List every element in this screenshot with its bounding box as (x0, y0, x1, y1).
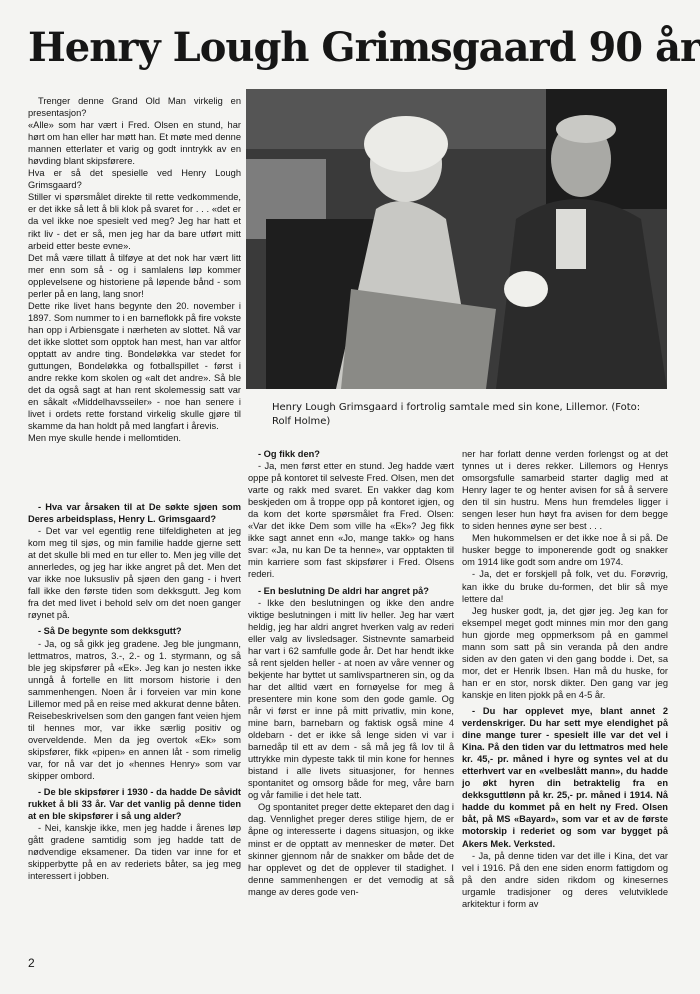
interview-answer: - Ja, og så gikk jeg gradene. Jeg ble jungmann, lettmatros, matros, 3.-, 2.- og 1. styrmann, og så ble jeg skipsfører på «Ek». Jeg kan jo nesten ikke unngå å fortelle en litt morsom historie i den sammenhengen. Noen år i forveien var min kone Lillemor med på en reise med akkurat denne båten. Reisebeskrivelsen som den gangen fant veien hjem til hennes mor, var ikke særlig positiv og overveldende. Men da jeg overtok «Ek» som skipsfører, fikk «pipen» en annen låt - som rimelig var, for nå var det jo «hennes Henry» som var skipper ombord. (28, 638, 241, 782)
interview-answer: - Det var vel egentlig rene tilfeldigheten at jeg kom meg til sjøs, og min familie hadde gjerne sett at det skulle bli med en tur eller to. Men jeg ville det annerledes, og jeg har ikke angret på det. Men det var ikke noe luksusliv på sjøen den gang - i hvert fall ikke den første tiden som dekksgutt. Jeg kom fra det med livet i behold selv om det noen ganger røynet på. (28, 526, 241, 621)
couple-photo-illustration (246, 89, 667, 389)
interview-answer: - Ja, på denne tiden var det ille i Kina, det var vel i 1916. På den ene siden enorm fattigdom og på den andre siden rikdom og kinesernes urgamle tradisjoner og deres velutviklede arkitektur i form av (462, 850, 668, 909)
paragraph: Jeg husker godt, ja, det gjør jeg. Jeg kan for eksempel meget godt minnes min mor den gang hun gjorde meg oppmerksom på en gammel mann som satt på sin veranda på den andre siden av den gaten vi den gang bodde i. Det, sa mor, det er Henrik Ibsen. Han må du huske, for han er en stor, norsk dikter. Den gang var jeg kanskje en liten pjokk på en 4-5 år. (462, 605, 668, 700)
interview-question: - Og fikk den? (258, 449, 320, 459)
paragraph: Men hukommelsen er det ikke noe å si på. De husker begge to imponerende godt og snakker om 1914 like godt som andre om 1974. (462, 533, 668, 568)
column-1-intro (28, 95, 241, 444)
paragraph: Stiller vi spørsmålet direkte til rette vedkommende, er det ikke så lett å bli klok på svaret for . . . «det er da vel ikke noe spesielt ved meg? Jeg har hatt et rikt liv - det er så, men jeg har da bare utført mitt arbeid etter beste evne». (28, 192, 241, 251)
column-3 (462, 448, 668, 910)
article-title: Henry Lough Grimsgaard 90 år (28, 24, 700, 71)
paragraph: Det må være tillatt å tilføye at det nok har vært litt mer enn som så - og i samlalens løp kommer opplevelsene og historiene på løpende bånd - som perler på en lang, lang snor! (28, 252, 241, 299)
interview-answer: - Ja, men først etter en stund. Jeg hadde vært oppe på kontoret til selveste Fred. Olsen, men det varte og rakk med svaret. En vakker dag kom beskjeden om å troppe opp på kontoret igjen, og da kom det korte spørsmålet fra Fred. Olsen: «Var det ikke Dem som ville ha «Ek»? Jeg fikk ikke sagt annet enn «Jo, mange takk» og hans svar: «Ja, nu kan De ta henne», var opptakten til min karriere som fast skipsfører i Fred. Olsens rederi. (248, 461, 454, 580)
interview-question: - De ble skipsfører i 1930 - da hadde De såvidt rukket å bli 33 år. Var det vanlig på denne tiden at en ble skipsfører i så ung alder? (28, 787, 241, 822)
interview-question: - Du har opplevet mye, blant annet 2 verdenskriger. Du har sett mye elendighet på dine mange turer - spesielt ille var det vel i Kina. På den tiden var du lettmatros med hele kr. 45,- pr. måned i hyre og syntes vel at du etterhvert var en «velbeslått mann», du hadde jo økt hyren din betraktelig fra en dekksguttlønn på kr. 25,- pr. måned i 1914. Nå hadde du kommet på en helt ny Fred. Olsen båt, på MS «Bayard», som var et av de første motorskip i rederiet og som var bygget på Akers Mek. Verksted. (462, 705, 668, 849)
paragraph: Trenger denne Grand Old Man virkelig en presentasjon? (28, 96, 241, 119)
paragraph: Men mye skulle hende i mellomtiden. (28, 433, 181, 444)
paragraph: Hva er så det spesielle ved Henry Lough Grimsgaard? (28, 168, 241, 191)
interview-question: - En beslutning De aldri har angret på? (258, 585, 429, 596)
interview-answer: - Ikke den beslutningen og ikke den andre viktige beslutningen i mitt liv heller. Jeg har vært heldig, jeg har aldri angret hverken valg av rederi eller valg av livsledsager. Sistnevnte samarbeid har vart i 62 samfulle gode år. Det har hendt ikke så rent sjelden heller - at noen av våre venner og bekjente har byttet ut samlivspartneren sin, og da har det alltid vært en fornøyelse for meg å presentere min kone som den gode gamle. Og når vi først er inne på mitt privatliv, min kone, mine barn, barnebarn og faktisk også mine 4 oldebarn - det er ikke så lenge siden vi var i barnedåp til ett av dem - så må jeg få lov til å uttrykke min dypeste takk til min kone for hennes bistand i alle livets situasjoner, for hennes spontanitet og omsorg både for meg, våre barn og vår familie i det hele tatt. (248, 597, 454, 801)
paragraph: ner har forlatt denne verden forlengst og at det tynnes ut i deres rekker. Lillemors og Henrys omsorgsfulle samarbeid starter daglig med at Henry lager te og henter avisen for så å servere den til sin hustru. Mens hun fremdeles ligger i sengen leser hun høyt fra avisen for dem begge to siden hennes øyne ser best . . . (462, 449, 668, 532)
photo-caption: Henry Lough Grimsgaard i fortrolig samtale med sin kone, Lillemor. (Foto: Rolf Holme) (272, 402, 641, 427)
interview-answer: - Nei, kanskje ikke, men jeg hadde i årenes løp gått gradene samtidig som jeg hadde tatt de nødvendige eksamener. Da tiden var inne for et skipperbytte på en av rederiets båter, sa jeg meg interessert i jobben. (28, 823, 241, 882)
paragraph: Og spontanitet preger dette ekteparet den dag i dag. Vennlighet preger deres stilige hjem, de er åpne og interesserte i dagens situasjon, og ikke minst er de opptatt av mennesker de møter. Det skinner gjennom når de snakker om både det de har opplevet og det de opplever til stadighet. I denne sammenhengen er det vemodig at så mange av deres gode ven- (248, 802, 454, 897)
page-number: 2 (28, 956, 35, 970)
column-2 (248, 448, 454, 898)
article-photo (246, 89, 667, 389)
paragraph: - Ja, det er forskjell på folk, vet du. Forøvrig, kan ikke du bruke du-formen, det blir så mye lettere da! (462, 569, 668, 604)
interview-question: - Så De begynte som dekksgutt? (38, 626, 182, 637)
column-1-interview (28, 497, 241, 882)
interview-question: - Hva var årsaken til at De søkte sjøen som Deres arbeidsplass, Henry L. Grimsgaard? (28, 502, 241, 525)
paragraph: «Alle» som har vært i Fred. Olsen en stund, har hørt om han eller har møtt han. Et møte med denne mannen etterlater et varig og godt inntrykk av en høvding blant skipsførere. (28, 120, 241, 167)
paragraph: Dette rike livet hans begynte den 20. november i 1897. Som nummer to i en barneflokk på fire vokste han opp i Arbiensgate i nærheten av slottet. Nå var det ikke slottet som opptok han mest, han var altfor opptatt av andre ting. Bondeløkka var stedet for guttungen, Bondeløkka og fotballspillet - først i andre rekke kom skolen og «alt det andre». Så ble det da også sagt at han rent skolemessig satt var en såkalt «Middelhavsseiler» - noe han senere i livet i ordets rette forstand virkelig skulle gjøre til skamme da han holdt på med langfart i årevis. (28, 300, 241, 432)
